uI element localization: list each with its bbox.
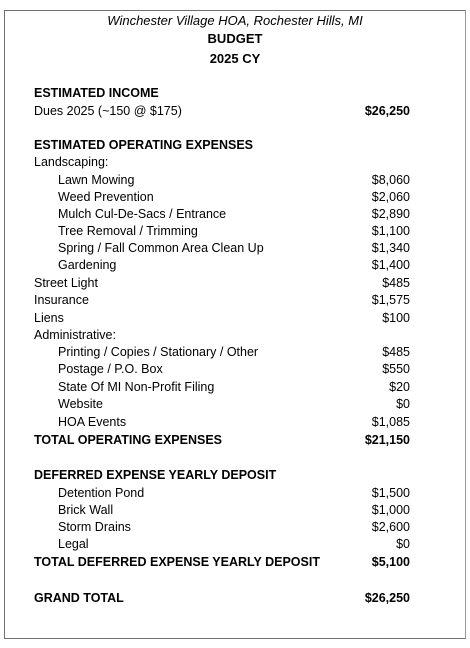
operating-total-amount: $21,150 bbox=[364, 433, 410, 447]
expense-amount: $485 bbox=[382, 345, 410, 359]
expense-row bbox=[34, 223, 410, 240]
expense-label: Weed Prevention bbox=[58, 190, 154, 204]
expense-amount: $1,575 bbox=[371, 293, 410, 307]
expense-label: HOA Events bbox=[58, 415, 127, 429]
expense-label: Printing / Copies / Stationary / Other bbox=[58, 345, 259, 359]
expense-row bbox=[34, 257, 410, 274]
grand-total-amount: $26,250 bbox=[364, 591, 410, 605]
expense-amount: $1,340 bbox=[371, 241, 410, 255]
operating-total-row bbox=[34, 432, 410, 449]
expense-amount: $485 bbox=[382, 276, 410, 290]
expense-amount: $100 bbox=[382, 311, 410, 325]
landscaping-label-row bbox=[34, 154, 410, 171]
insurance-row bbox=[34, 292, 410, 309]
income-heading: ESTIMATED INCOME bbox=[34, 86, 159, 100]
expense-label: Lawn Mowing bbox=[58, 173, 135, 187]
deferred-amount: $2,600 bbox=[371, 520, 410, 534]
expense-amount: $1,100 bbox=[371, 224, 410, 238]
expense-amount: $2,060 bbox=[371, 190, 410, 204]
landscaping-label: Landscaping: bbox=[34, 155, 109, 169]
expense-label: Liens bbox=[34, 311, 64, 325]
deferred-amount: $1,000 bbox=[371, 503, 410, 517]
deferred-heading: DEFERRED EXPENSE YEARLY DEPOSIT bbox=[34, 468, 277, 482]
budget-document bbox=[4, 10, 466, 639]
budget-year: 2025 CY bbox=[209, 51, 261, 66]
deferred-row bbox=[34, 519, 410, 536]
expense-amount: $1,085 bbox=[371, 415, 410, 429]
expense-label: Gardening bbox=[58, 258, 117, 272]
expense-label: State Of MI Non-Profit Filing bbox=[58, 380, 215, 394]
dues-amount: $26,250 bbox=[364, 104, 410, 118]
expense-row bbox=[34, 414, 410, 431]
expense-label: Spring / Fall Common Area Clean Up bbox=[58, 241, 264, 255]
organization-name: Winchester Village HOA, Rochester Hills, MI bbox=[107, 13, 363, 28]
deferred-total-label: TOTAL DEFERRED EXPENSE YEARLY DEPOSIT bbox=[34, 555, 320, 569]
expense-row bbox=[34, 206, 410, 223]
deferred-label: Detention Pond bbox=[58, 486, 145, 500]
operating-heading: ESTIMATED OPERATING EXPENSES bbox=[34, 138, 254, 152]
deferred-row bbox=[34, 485, 410, 502]
street-light-row bbox=[34, 275, 410, 292]
expense-label: Mulch Cul-De-Sacs / Entrance bbox=[58, 207, 227, 221]
expense-row bbox=[34, 344, 410, 361]
expense-label: Tree Removal / Trimming bbox=[58, 224, 198, 238]
dues-label: Dues 2025 (~150 @ $175) bbox=[34, 104, 182, 118]
operating-total-label: TOTAL OPERATING EXPENSES bbox=[34, 433, 222, 447]
expense-row bbox=[34, 172, 410, 189]
expense-label: Postage / P.O. Box bbox=[58, 362, 163, 376]
expense-row bbox=[34, 396, 410, 413]
document-title: BUDGET bbox=[207, 31, 263, 46]
expense-row bbox=[34, 240, 410, 257]
deferred-label: Storm Drains bbox=[58, 520, 131, 534]
deferred-amount: $1,500 bbox=[371, 486, 410, 500]
deferred-row bbox=[34, 502, 410, 519]
expense-row bbox=[34, 379, 410, 396]
grand-total-label: GRAND TOTAL bbox=[34, 591, 124, 605]
expense-label: Website bbox=[58, 397, 103, 411]
deferred-label: Legal bbox=[58, 537, 89, 551]
liens-row bbox=[34, 310, 410, 327]
deferred-row bbox=[34, 536, 410, 553]
deferred-amount: $0 bbox=[396, 537, 410, 551]
expense-amount: $8,060 bbox=[371, 173, 410, 187]
deferred-total-amount: $5,100 bbox=[371, 555, 410, 569]
expense-row bbox=[34, 189, 410, 206]
expense-label: Street Light bbox=[34, 276, 98, 290]
expense-amount: $550 bbox=[382, 362, 410, 376]
deferred-label: Brick Wall bbox=[58, 503, 114, 517]
grand-total-row bbox=[34, 590, 410, 607]
expense-row bbox=[34, 361, 410, 378]
expense-amount: $2,890 bbox=[371, 207, 410, 221]
expense-amount: $1,400 bbox=[371, 258, 410, 272]
expense-amount: $20 bbox=[389, 380, 410, 394]
dues-row bbox=[34, 103, 410, 120]
expense-label: Insurance bbox=[34, 293, 89, 307]
administrative-label: Administrative: bbox=[34, 328, 116, 342]
expense-amount: $0 bbox=[396, 397, 410, 411]
administrative-label-row bbox=[34, 327, 410, 344]
deferred-total-row bbox=[34, 554, 410, 571]
